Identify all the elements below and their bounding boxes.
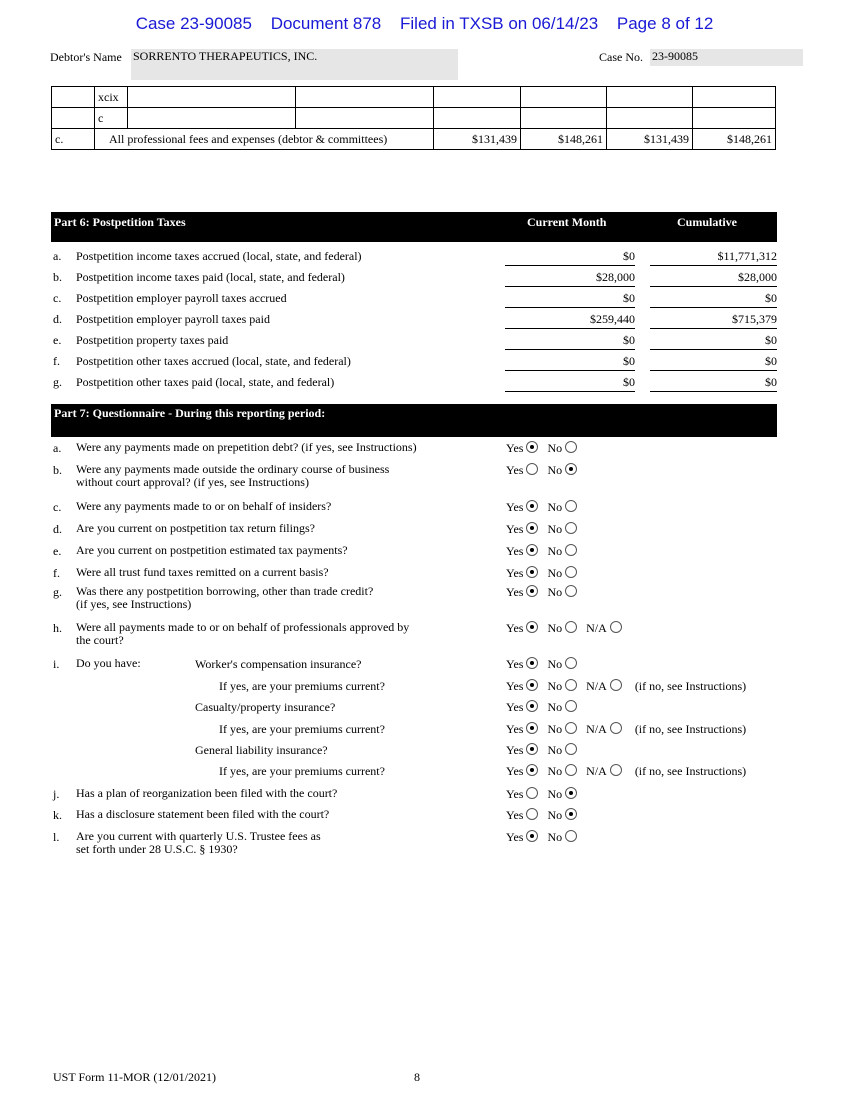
part7-header [51, 404, 777, 437]
no-radio[interactable] [565, 657, 577, 669]
cumulative-value: $28,000 [650, 270, 777, 287]
total-value: $131,439 [434, 129, 521, 150]
row-label: Postpetition income taxes paid (local, state, and federal) [76, 270, 345, 284]
question-letter: a. [53, 441, 62, 455]
cumulative-value: $0 [650, 354, 777, 371]
question-letter: g. [53, 585, 62, 599]
question-letter: j. [53, 787, 60, 801]
answer-group: Yes No [506, 500, 583, 515]
instructions-note: (if no, see Instructions) [634, 722, 747, 736]
document-number: Document 878 [270, 14, 382, 33]
question-letter: f. [53, 566, 60, 580]
no-radio[interactable] [565, 500, 577, 512]
row-label: Postpetition property taxes paid [76, 333, 229, 347]
current-value: $0 [505, 291, 635, 308]
yes-radio[interactable] [526, 585, 538, 597]
question-letter: l. [53, 830, 60, 844]
row-label: Postpetition employer payroll taxes accrued [76, 291, 287, 305]
cumulative-value: $715,379 [650, 312, 777, 329]
answer-group: Yes No [506, 830, 583, 845]
row-number: xcix [95, 87, 128, 108]
no-radio[interactable] [565, 679, 577, 691]
question-text: Were all trust fund taxes remitted on a current basis? [76, 565, 329, 579]
answer-group: Yes No [506, 544, 583, 559]
answer-group: Yes No N/A (if no, see Instructions) [506, 722, 747, 736]
row-letter: e. [53, 333, 62, 347]
yes-radio[interactable] [526, 808, 538, 820]
question-text: Do you have: [76, 656, 141, 670]
professional-fees-table [51, 86, 776, 150]
question-text: Are you current on postpetition tax return filings? [76, 521, 315, 535]
answer-group: Yes No [506, 700, 583, 715]
answer-group: Yes No N/A (if no, see Instructions) [506, 764, 747, 778]
no-radio[interactable] [565, 700, 577, 712]
question-text: Has a disclosure statement been filed with the court? [76, 807, 330, 821]
debtor-name-label: Debtor's Name [50, 50, 122, 64]
cumulative-value: $0 [650, 375, 777, 392]
instructions-note: (if no, see Instructions) [634, 764, 747, 778]
insurance-label: Casualty/property insurance? [195, 700, 336, 714]
case-no-field: 23-90085 [650, 49, 803, 66]
question-letter: k. [53, 808, 62, 822]
yes-radio[interactable] [526, 743, 538, 755]
filing-info: Filed in TXSB on 06/14/23 [400, 14, 599, 33]
yes-radio[interactable] [526, 700, 538, 712]
question-letter: d. [53, 522, 62, 536]
no-radio[interactable] [565, 522, 577, 534]
row-letter: c. [52, 129, 95, 150]
question-text: Were any payments made outside the ordinary course of business [76, 462, 390, 476]
insurance-label: If yes, are your premiums current? [219, 722, 385, 736]
na-radio[interactable] [610, 621, 622, 633]
answer-group: Yes No [506, 566, 583, 581]
row-letter: b. [53, 270, 62, 284]
page-number: 8 [414, 1070, 420, 1084]
total-value: $131,439 [607, 129, 693, 150]
answer-group: Yes No [506, 657, 583, 672]
insurance-label: General liability insurance? [195, 743, 328, 757]
na-radio[interactable] [610, 679, 622, 691]
insurance-label: Worker's compensation insurance? [195, 657, 362, 671]
question-letter: h. [53, 621, 62, 635]
no-radio[interactable] [565, 544, 577, 556]
part6-title: Part 6: Postpetition Taxes [54, 215, 186, 229]
question-text: Are you current with quarterly U.S. Trustee fees as [76, 829, 321, 843]
yes-radio[interactable] [526, 441, 538, 453]
yes-radio[interactable] [526, 522, 538, 534]
question-text-cont: without court approval? (if yes, see Instructions) [76, 475, 309, 489]
question-text: Were any payments made on prepetition debt? (if yes, see Instructions) [76, 440, 417, 454]
current-value: $0 [505, 375, 635, 392]
question-text-cont: (if yes, see Instructions) [76, 597, 192, 611]
question-letter: b. [53, 463, 62, 477]
na-radio[interactable] [610, 764, 622, 776]
question-letter: e. [53, 544, 62, 558]
yes-radio[interactable] [526, 544, 538, 556]
answer-group: Yes No [506, 808, 583, 823]
no-radio[interactable] [565, 441, 577, 453]
total-row [52, 129, 776, 150]
part6-header [51, 212, 777, 242]
answer-group: Yes No [506, 787, 583, 802]
table-row [52, 108, 776, 129]
row-letter: a. [53, 249, 62, 263]
yes-radio[interactable] [526, 764, 538, 776]
question-text: Was there any postpetition borrowing, other than trade credit? [76, 584, 374, 598]
no-radio[interactable] [565, 722, 577, 734]
question-text-cont: the court? [76, 633, 124, 647]
no-radio[interactable] [565, 787, 577, 799]
na-radio[interactable] [610, 722, 622, 734]
yes-radio[interactable] [526, 621, 538, 633]
question-text-cont: set forth under 28 U.S.C. § 1930? [76, 842, 238, 856]
instructions-note: (if no, see Instructions) [634, 679, 747, 693]
yes-radio[interactable] [526, 566, 538, 578]
debtor-name-field: SORRENTO THERAPEUTICS, INC. [131, 49, 458, 80]
part7-title: Part 7: Questionnaire - During this reporting period: [54, 406, 326, 420]
page-indicator: Page 8 of 12 [616, 14, 714, 33]
yes-radio[interactable] [526, 679, 538, 691]
table-row [52, 87, 776, 108]
no-radio[interactable] [565, 743, 577, 755]
no-radio[interactable] [565, 621, 577, 633]
case-number: Case 23-90085 [135, 14, 252, 33]
row-label: Postpetition employer payroll taxes paid [76, 312, 270, 326]
question-text: Has a plan of reorganization been filed with the court? [76, 786, 338, 800]
row-label: Postpetition other taxes accrued (local, state, and federal) [76, 354, 351, 368]
no-radio[interactable] [565, 764, 577, 776]
answer-group: Yes No [506, 463, 583, 478]
cumulative-value: $0 [650, 333, 777, 350]
answer-group: Yes No N/A [506, 621, 628, 636]
answer-group: Yes No [506, 585, 583, 600]
answer-group: Yes No [506, 441, 583, 456]
question-letter: i. [53, 657, 60, 671]
current-value: $0 [505, 333, 635, 350]
row-letter: g. [53, 375, 62, 389]
cumulative-value: $11,771,312 [650, 249, 777, 266]
filing-header [0, 14, 849, 34]
yes-radio[interactable] [526, 722, 538, 734]
row-label: Postpetition income taxes accrued (local, state, and federal) [76, 249, 362, 263]
case-no-label: Case No. [599, 50, 643, 64]
yes-radio[interactable] [526, 463, 538, 475]
answer-group: Yes No N/A (if no, see Instructions) [506, 679, 747, 693]
yes-radio[interactable] [526, 657, 538, 669]
row-letter: f. [53, 354, 60, 368]
total-value: $148,261 [693, 129, 776, 150]
form-id: UST Form 11-MOR (12/01/2021) [53, 1070, 217, 1084]
no-radio[interactable] [565, 830, 577, 842]
no-radio[interactable] [565, 566, 577, 578]
question-letter: c. [53, 500, 62, 514]
current-month-heading: Current Month [527, 215, 607, 229]
no-radio[interactable] [565, 463, 577, 475]
insurance-label: If yes, are your premiums current? [219, 764, 385, 778]
answer-group: Yes No [506, 743, 583, 758]
cumulative-heading: Cumulative [677, 215, 737, 229]
question-text: Were any payments made to or on behalf of insiders? [76, 499, 332, 513]
row-letter: d. [53, 312, 62, 326]
yes-radio[interactable] [526, 500, 538, 512]
current-value: $28,000 [505, 270, 635, 287]
yes-radio[interactable] [526, 830, 538, 842]
current-value: $0 [505, 354, 635, 371]
row-letter: c. [53, 291, 62, 305]
row-number: c [95, 108, 128, 129]
answer-group: Yes No [506, 522, 583, 537]
question-text: Are you current on postpetition estimated tax payments? [76, 543, 348, 557]
current-value: $259,440 [505, 312, 635, 329]
cumulative-value: $0 [650, 291, 777, 308]
yes-radio[interactable] [526, 787, 538, 799]
row-label: Postpetition other taxes paid (local, state, and federal) [76, 375, 335, 389]
insurance-label: If yes, are your premiums current? [219, 679, 385, 693]
question-text: Were all payments made to or on behalf of professionals approved by [76, 620, 410, 634]
total-label: All professional fees and expenses (debtor & committees) [95, 129, 434, 150]
current-value: $0 [505, 249, 635, 266]
no-radio[interactable] [565, 585, 577, 597]
total-value: $148,261 [521, 129, 607, 150]
no-radio[interactable] [565, 808, 577, 820]
